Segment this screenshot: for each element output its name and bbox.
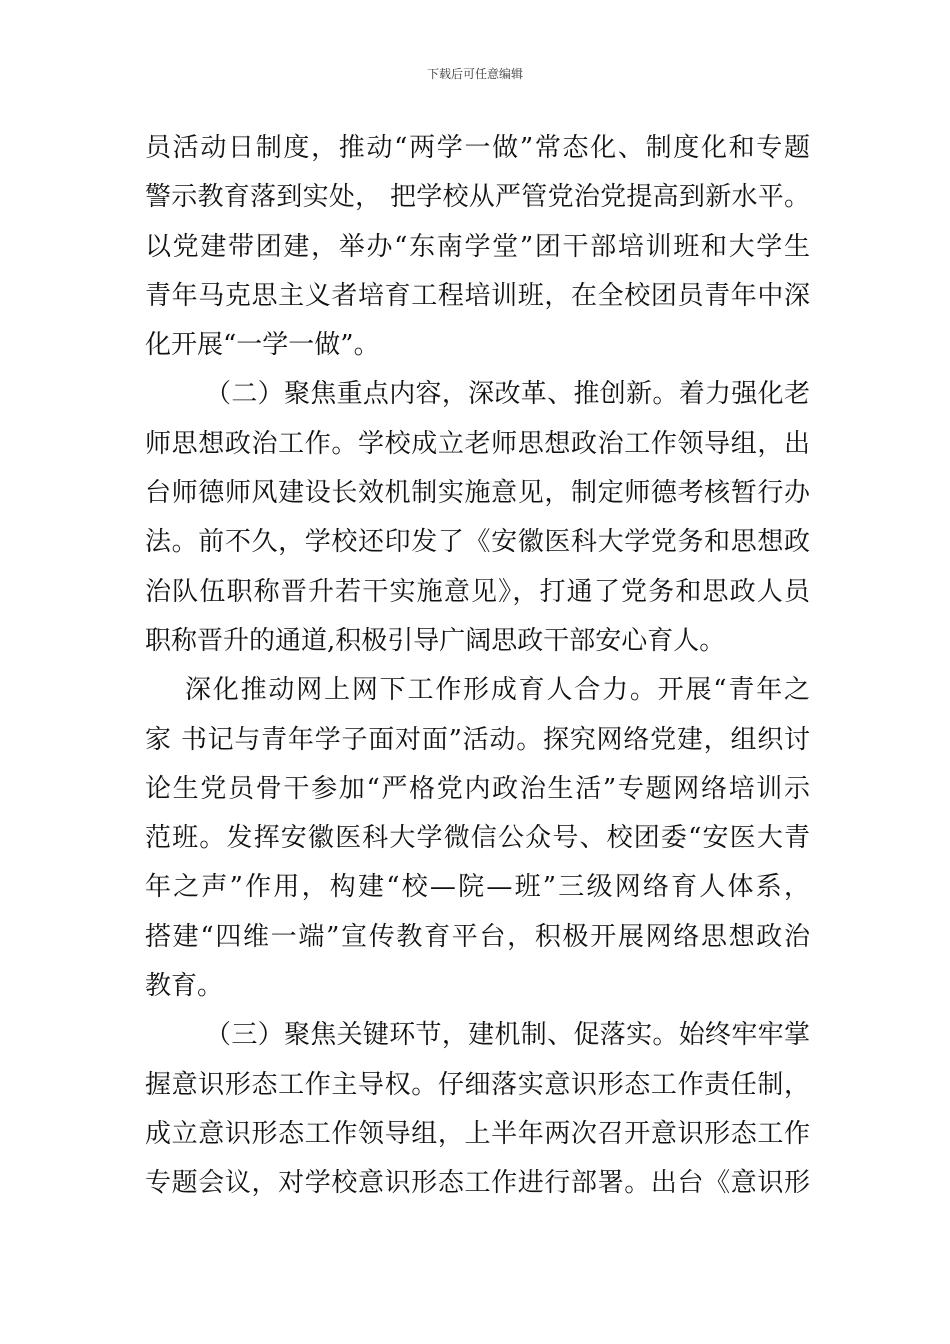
section-heading-line: （三）聚焦关键环节，建机制、促落实。始终牢牢掌 xyxy=(205,1020,810,1051)
text-line: 台师德师风建设长效机制实施意见，制定师德考核暂行办 xyxy=(145,478,810,509)
header-note: 下载后可任意编辑 xyxy=(426,67,523,81)
body-text xyxy=(145,124,810,1209)
section-heading-line: （二）聚焦重点内容，深改革、推创新。着力强化老 xyxy=(205,379,810,410)
text-line: 以党建带团建，举办“东南学堂”团干部培训班和大学生 xyxy=(145,231,810,262)
text-line: 化开展“一学一做”。 xyxy=(145,330,380,361)
text-line: 教育。 xyxy=(145,971,224,1002)
text-line: 握意识形态工作主导权。仔细落实意识形态工作责任制， xyxy=(145,1069,810,1100)
text-line: 搭建“四维一端”宣传教育平台，积极开展网络思想政治 xyxy=(145,921,810,952)
text-line: 论生党员骨干参加“严格党内政治生活”专题网络培训示 xyxy=(145,773,810,804)
text-line: 年之声”作用，构建“校—院—班”三级网络育人体系， xyxy=(145,872,810,903)
text-line: 专题会议，对学校意识形态工作进行部署。出台《意识形 xyxy=(145,1168,810,1199)
text-line: 青年马克思主义者培育工程培训班，在全校团员青年中深 xyxy=(145,280,810,311)
text-line: 员活动日制度，推动“两学一做”常态化、制度化和专题 xyxy=(145,133,810,163)
text-line: 治队伍职称晋升若干实施意见》，打通了党务和思政人员 xyxy=(145,576,810,607)
text-line: 警示教育落到实处， 把学校从严管党治党提高到新水平。 xyxy=(145,182,810,213)
text-line: 范班。发挥安徽医科大学微信公众号、校团委“安医大青 xyxy=(145,823,810,854)
paragraph-first-line: 深化推动网上网下工作形成育人合力。开展“青年之 xyxy=(185,675,810,706)
text-line: 成立意识形态工作领导组，上半年两次召开意识形态工作 xyxy=(145,1118,810,1149)
text-line: 法。前不久，学校还印发了《安徽医科大学党务和思想政 xyxy=(145,527,810,558)
text-line: 师思想政治工作。学校成立老师思想政治工作领导组，出 xyxy=(145,428,810,459)
text-line: 职称晋升的通道,积极引导广阔思政干部安心育人。 xyxy=(145,625,726,656)
text-line: 家 书记与青年学子面对面”活动。探究网络党建，组织讨 xyxy=(145,724,810,755)
